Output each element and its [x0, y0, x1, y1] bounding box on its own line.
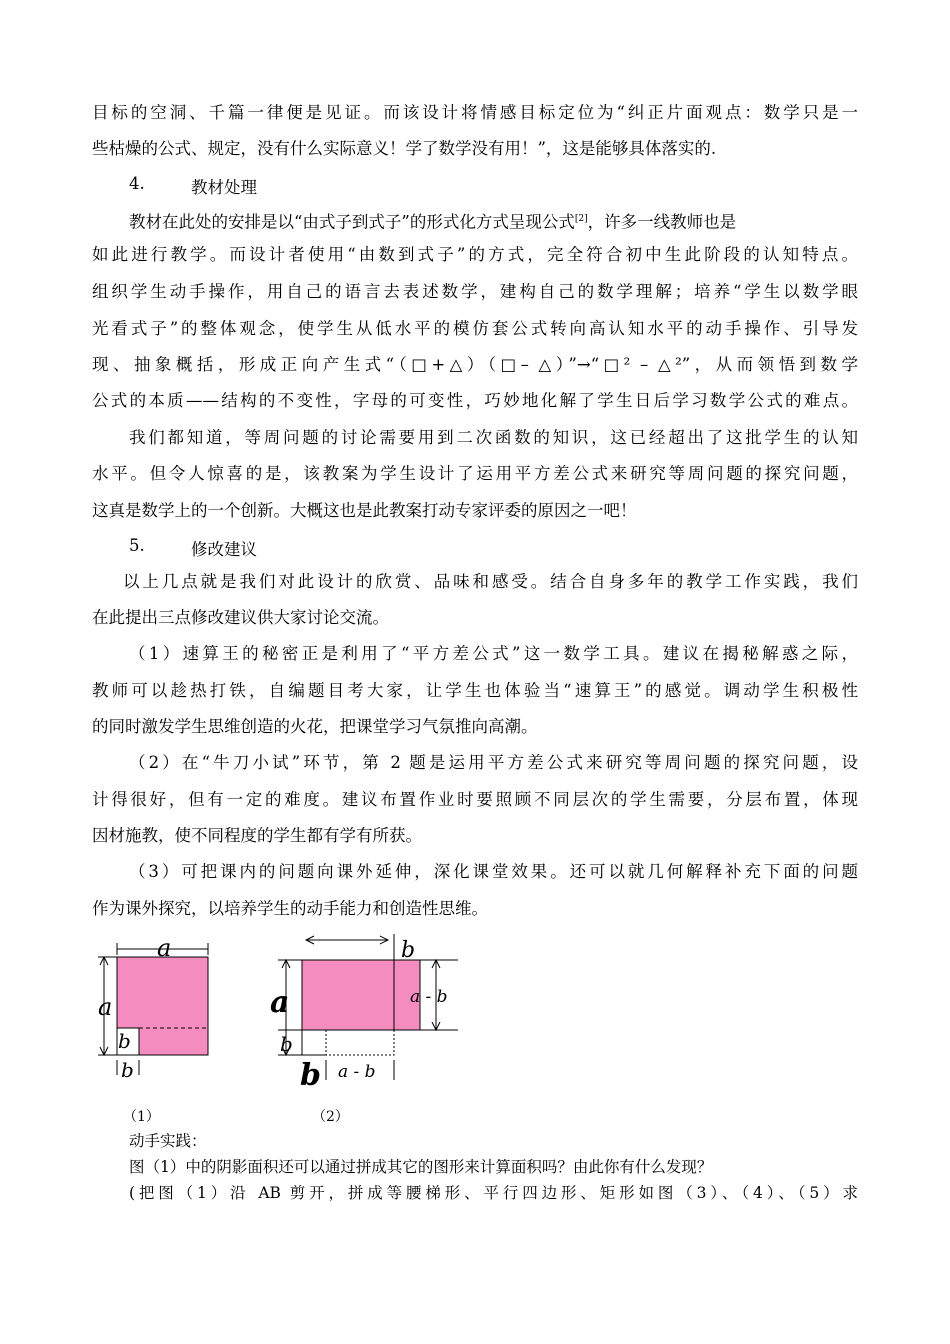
paragraph-line: 教材在此处的安排是以“由式子到式子”的形式化方式呈现公式[2]，许多一线教师也是 [129, 212, 737, 232]
figure-2-label-a-minus-b-right: a - b [410, 987, 448, 1007]
figure-2-dotted-rect [326, 1030, 394, 1055]
paragraph-line: 的同时激发学生思维创造的火花，把课堂学习气氛推向高潮。 [92, 717, 538, 736]
paragraph-line: 些枯燥的公式、规定，没有什么实际意义！学了数学没有用！”，这是能够具体落实的. [92, 139, 717, 158]
figure-1-label-b-bottom: b [121, 1058, 134, 1082]
paragraph-line: 因材施教，使不同程度的学生都有学有所获。 [92, 826, 422, 845]
section-number: 5. [129, 536, 145, 555]
figure-2-label-b-left: b [280, 1032, 293, 1056]
paragraph-line: 作为课外探究，以培养学生的动手能力和创造性思维。 [92, 899, 488, 918]
figure-2-caption: （2） [312, 1109, 349, 1125]
paragraph-line: 计得很好，但有一定的难度。建议布置作业时要照顾不同层次的学生需要，分层布置，体现 [92, 790, 858, 809]
paragraph-line: 组织学生动手操作，用自己的语言去表述数学，建构自己的数学理解；培养“学生以数学眼 [92, 282, 858, 301]
section-title: 教材处理 [191, 178, 257, 197]
paragraph-line: （2）在“牛刀小试”环节，第 2 题是运用平方差公式来研究等周问题的探究问题，设 [129, 753, 858, 772]
paragraph-line: （3）可把课内的问题向课外延伸，深化课堂效果。还可以就几何解释补充下面的问题 [129, 862, 858, 881]
paragraph-line: 教师可以趁热打铁，自编题目考大家，让学生也体验当“速算王”的感觉。调动学生积极性 [92, 681, 858, 700]
figure-1-label-a-left: a [98, 993, 113, 1021]
figure-1 [90, 935, 230, 1085]
paragraph-line: 如此进行教学。而设计者使用“由数到式子”的方式，完全符合初中生此阶段的认知特点。 [92, 245, 858, 264]
figure-2-label-a-left: a [270, 985, 290, 1020]
paragraph-line: 我们都知道，等周问题的讨论需要用到二次函数的知识，这已经超出了这批学生的认知 [129, 428, 858, 447]
figure-1-caption: （1） [123, 1109, 160, 1125]
practice-line: 图（1）中的阴影面积还可以通过拼成其它的图形来计算面积吗？由此你有什么发现？ [129, 1158, 713, 1176]
section-number: 4. [129, 174, 145, 193]
paragraph-line: 现、抽象概括，形成正向产生式“（□+△）（□– △）”→“□² – △²”，从而领悟到数学 [92, 355, 858, 374]
figure-2-label-b-top: b [401, 938, 416, 963]
paragraph-line: 在此提出三点修改建议供大家讨论交流。 [92, 608, 389, 627]
figure-1-label-a-top: a [157, 935, 172, 962]
figure-2-label-b-bottom: b [300, 1058, 321, 1090]
paragraph-line: （1）速算王的秘密正是利用了“平方差公式”这一数学工具。建议在揭秘解惑之际， [129, 644, 858, 663]
paragraph-line: 光看式子”的整体观念，使学生从低水平的模仿套公式转向高认知水平的动手操作、引导发 [92, 319, 858, 338]
figure-2-label-a-minus-b-bottom: a - b [338, 1062, 376, 1082]
paragraph-line: 以上几点就是我们对此设计的欣赏、品味和感受。结合自身多年的教学工作实践，我们 [123, 572, 858, 591]
practice-label: 动手实践： [129, 1132, 207, 1150]
paragraph-line: 目标的空洞、千篇一律便是见证。而该设计将情感目标定位为“纠正片面观点：数学只是一 [92, 103, 858, 122]
paragraph-line: 公式的本质——结构的不变性，字母的可变性，巧妙地化解了学生日后学习数学公式的难点。 [92, 391, 858, 410]
figure-2 [268, 930, 468, 1090]
figure-2-rectangle [302, 960, 394, 1030]
figure-1-label-b-inner: b [118, 1029, 131, 1053]
paragraph-line: 这真是数学上的一个创新。大概这也是此教案打动专家评委的原因之一吧！ [92, 501, 637, 520]
paragraph-line: 水平。但令人惊喜的是，该教案为学生设计了运用平方差公式来研究等周问题的探究问题， [92, 464, 858, 483]
practice-line: (把图（1）沿 AB 剪开，拼成等腰梯形、平行四边形、矩形如图（3）、（4）、（5）求 [129, 1184, 858, 1202]
citation: [2] [574, 214, 588, 224]
section-title: 修改建议 [191, 540, 257, 559]
